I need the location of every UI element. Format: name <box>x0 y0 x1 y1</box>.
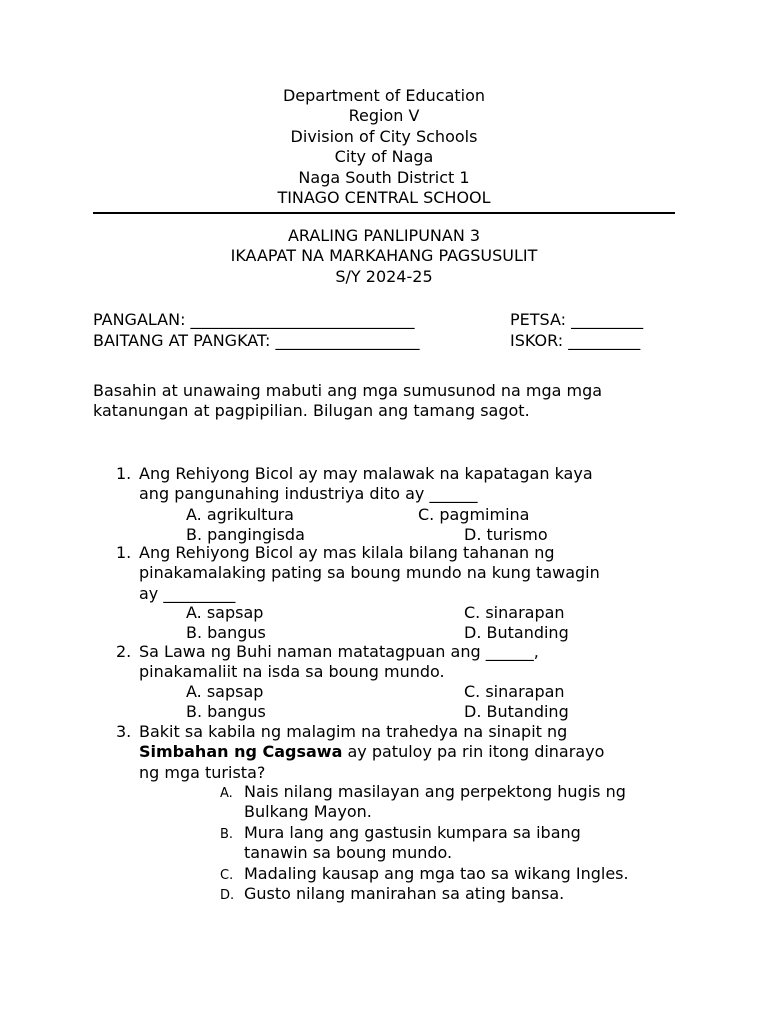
question-stem <box>139 464 699 505</box>
choice-a <box>220 782 690 823</box>
choice-b: B. bangus <box>186 623 266 642</box>
question-text: pinakamaliit na isda sa boung mundo. <box>139 662 445 682</box>
question-text: Bakit sa kabila ng malagim na trahedya na sinapit ng <box>139 722 568 741</box>
grade-section-field: BAITANG AT PANGKAT: __________________ <box>93 331 420 350</box>
choice-c <box>220 864 690 884</box>
answer-choices <box>186 603 686 643</box>
question-text: ng mga turista? <box>139 762 266 782</box>
choice-letter: D. <box>220 888 235 904</box>
question-text: Ang Rehiyong Bicol ay mas kilala bilang tahanan ng <box>139 543 555 562</box>
choice-text: Nais nilang masilayan ang perpektong hugis ng <box>244 782 626 801</box>
question-number: 1. <box>116 464 132 483</box>
question-text <box>139 742 699 762</box>
choice-d <box>220 884 690 904</box>
choice-letter: B. <box>220 826 234 842</box>
question-number: 1. <box>116 543 132 562</box>
school-header <box>93 86 675 208</box>
header-line-department: Department of Education <box>282 86 486 105</box>
question-text: ang pangunahing industriya dito ay ______ <box>139 484 478 504</box>
header-line-region: Region V <box>348 106 420 126</box>
choice-a: A. sapsap <box>186 603 264 622</box>
student-info <box>93 310 693 352</box>
header-divider <box>93 212 675 214</box>
answer-choices <box>186 682 686 722</box>
choice-text: tanawin sa boung mundo. <box>244 843 453 863</box>
choice-a: A. sapsap <box>186 682 264 701</box>
header-line-district: Naga South District 1 <box>298 167 470 187</box>
question-text-rest: ay patuloy pa rin itong dinarayo <box>342 742 605 762</box>
choice-c: C. sinarapan <box>464 682 565 701</box>
choice-b <box>220 823 690 864</box>
choice-letter: A. <box>220 786 233 801</box>
choice-c: C. sinarapan <box>464 603 565 622</box>
instructions-line: Basahin at unawaing mabuti ang mga sumusunod na mga mga <box>93 381 603 400</box>
header-line-city: City of Naga <box>334 147 434 167</box>
choice-letter: C. <box>220 867 234 883</box>
choice-d: D. turismo <box>464 525 548 544</box>
answer-choices <box>186 505 686 545</box>
instructions-line: katanungan at pagpipilian. Bilugan ang tamang sagot. <box>93 401 530 421</box>
choice-text: Madaling kausap ang mga tao sa wikang Ingles. <box>244 863 629 883</box>
subject-name: ARALING PANLIPUNAN 3 <box>287 226 481 245</box>
question-number: 2. <box>116 642 132 661</box>
exam-quarter: IKAAPAT NA MARKAHANG PAGSUSULIT <box>230 246 538 266</box>
question-stem <box>139 722 699 783</box>
header-line-division: Division of City Schools <box>290 126 478 146</box>
choice-b: B. bangus <box>186 702 266 721</box>
choice-d: D. Butanding <box>464 623 569 642</box>
answer-choices <box>220 782 690 904</box>
choice-a: A. agrikultura <box>186 505 294 524</box>
choice-text: Gusto nilang manirahan sa ating bansa. <box>244 884 565 904</box>
question-text: pinakamalaking pating sa boung mundo na kung tawagin <box>139 563 600 583</box>
question-text: ay _________ <box>139 583 236 603</box>
question-number: 3. <box>116 722 132 741</box>
header-line-school: TINAGO CENTRAL SCHOOL <box>277 188 491 208</box>
choice-text: Bulkang Mayon. <box>244 802 372 822</box>
church-name: Simbahan ng Cagsawa <box>139 742 343 762</box>
question-stem <box>139 543 699 604</box>
choice-text: Mura lang ang gastusin kumpara sa ibang <box>244 822 581 842</box>
score-field: ISKOR: _________ <box>510 331 641 350</box>
exam-title <box>93 226 675 287</box>
name-field: PANGALAN: ____________________________ <box>93 310 415 329</box>
question-text: Ang Rehiyong Bicol ay may malawak na kapatagan kaya <box>139 464 593 483</box>
question-text: Sa Lawa ng Buhi naman matatagpuan ang ______, <box>139 642 539 661</box>
question-stem <box>139 642 699 683</box>
choice-d: D. Butanding <box>464 702 569 721</box>
school-year: S/Y 2024-25 <box>335 266 433 286</box>
instructions <box>93 381 703 422</box>
choice-b: B. pangingisda <box>186 525 305 544</box>
choice-c: C. pagmimina <box>418 505 530 524</box>
date-field: PETSA: _________ <box>510 310 644 329</box>
